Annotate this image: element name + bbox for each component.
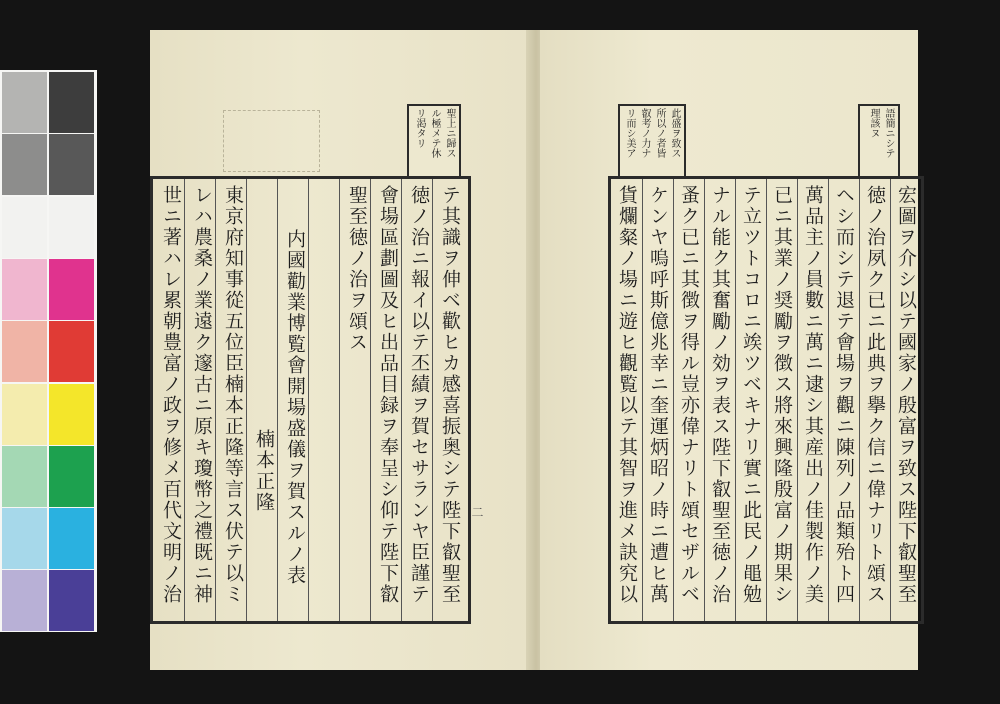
text-column: 徳ノ治夙ク已ニ此典ヲ擧ク信ニ偉ナリト頌ス xyxy=(864,185,886,605)
right-page xyxy=(540,30,918,670)
book-spread xyxy=(150,30,918,670)
text-column: 已ニ其業ノ奨勵ヲ徴ス將來興隆殷富ノ期果シ xyxy=(771,185,793,605)
color-swatch xyxy=(49,321,94,382)
color-swatch xyxy=(49,508,94,569)
note-line: 理該ヌ xyxy=(868,108,879,138)
color-swatch xyxy=(2,197,47,258)
text-column: ヘシ而シテ退テ會場ヲ觀ニ陳列ノ品類殆ト四 xyxy=(833,185,855,605)
note-line: ル極メテ休 xyxy=(429,108,440,158)
author-column: 楠本正隆 xyxy=(253,429,275,513)
note-line: 語簡ニシテ xyxy=(883,108,894,158)
text-column: 會場區劃圖及ヒ出品目録ヲ奉呈シ仰テ陛下叡 xyxy=(377,185,399,605)
text-column: 徳ノ治ニ報イ以テ丕績ヲ賀セサランヤ臣謹テ xyxy=(408,185,430,605)
color-swatch xyxy=(2,384,47,445)
note-line: リ渇タリ xyxy=(414,108,425,148)
color-swatch xyxy=(49,259,94,320)
text-column: ケンヤ嗚呼斯億兆幸ニ奎運炳昭ノ時ニ遭ヒ萬 xyxy=(647,185,669,605)
color-swatch xyxy=(2,508,47,569)
color-swatch xyxy=(2,72,47,133)
text-column: テ其識ヲ伸ベ歡ヒカ感喜振奥シテ陛下叡聖至 xyxy=(439,185,461,605)
note-line: 聖上ニ歸ス xyxy=(444,108,455,158)
text-column: 蚤ク已ニ其徴ヲ得ル豈亦偉ナリト頌セザルベ xyxy=(678,185,700,605)
right-text-frame xyxy=(608,176,924,624)
left-marginal-note xyxy=(407,104,461,178)
heading-column: 内國勸業博覧會開場盛儀ヲ賀スルノ表 xyxy=(284,229,306,586)
ghost-mark xyxy=(223,110,320,172)
color-checker xyxy=(0,70,97,632)
text-column: 世ニ著ハレ累朝豊富ノ政ヲ修メ百代文明ノ治 xyxy=(160,185,182,605)
color-swatch xyxy=(2,446,47,507)
text-column: ナル能ク其奮勵ノ効ヲ表ス陛下叡聖至徳ノ治 xyxy=(709,185,731,605)
text-column: 東京府知事從五位臣楠本正隆等言ス伏テ以ミ xyxy=(222,185,244,605)
right-marginal-note xyxy=(858,104,900,178)
text-column: 萬品主ノ員數ニ萬ニ逮シ其産出ノ佳製作ノ美 xyxy=(802,185,824,605)
color-swatch xyxy=(2,259,47,320)
text-column: 宏圖ヲ介シ以テ國家ノ殷富ヲ致ス陛下叡聖至 xyxy=(895,185,917,605)
color-swatch xyxy=(2,321,47,382)
color-swatch xyxy=(49,384,94,445)
note-line: リ而シ美ア xyxy=(624,108,635,158)
color-swatch xyxy=(49,446,94,507)
text-column: 聖至徳ノ治ヲ頌ス xyxy=(346,185,368,353)
text-column: テ立ツトコロニ竢ツベキナリ實ニ此民ノ黽勉 xyxy=(740,185,762,605)
color-swatch xyxy=(49,197,94,258)
color-swatch xyxy=(2,570,47,631)
color-swatch xyxy=(49,72,94,133)
text-column: レハ農桑ノ業遠ク邃古ニ原キ瓊幣之禮既ニ神 xyxy=(191,185,213,605)
folio-number: 二 xyxy=(470,506,484,518)
right-marginal-note xyxy=(618,104,686,178)
left-text-frame xyxy=(150,176,471,624)
color-swatch xyxy=(2,134,47,195)
color-swatch xyxy=(49,570,94,631)
note-line: 所以ノ者皆 xyxy=(654,108,665,158)
note-line: 此盛ヲ致ス xyxy=(669,108,680,158)
color-swatch xyxy=(49,134,94,195)
text-column: 貨爛粲ノ場ニ遊ヒ觀覧以テ其智ヲ進メ訣究以 xyxy=(616,185,638,605)
left-page xyxy=(150,30,532,670)
note-line: 叡考ノ力ナ xyxy=(639,108,650,158)
